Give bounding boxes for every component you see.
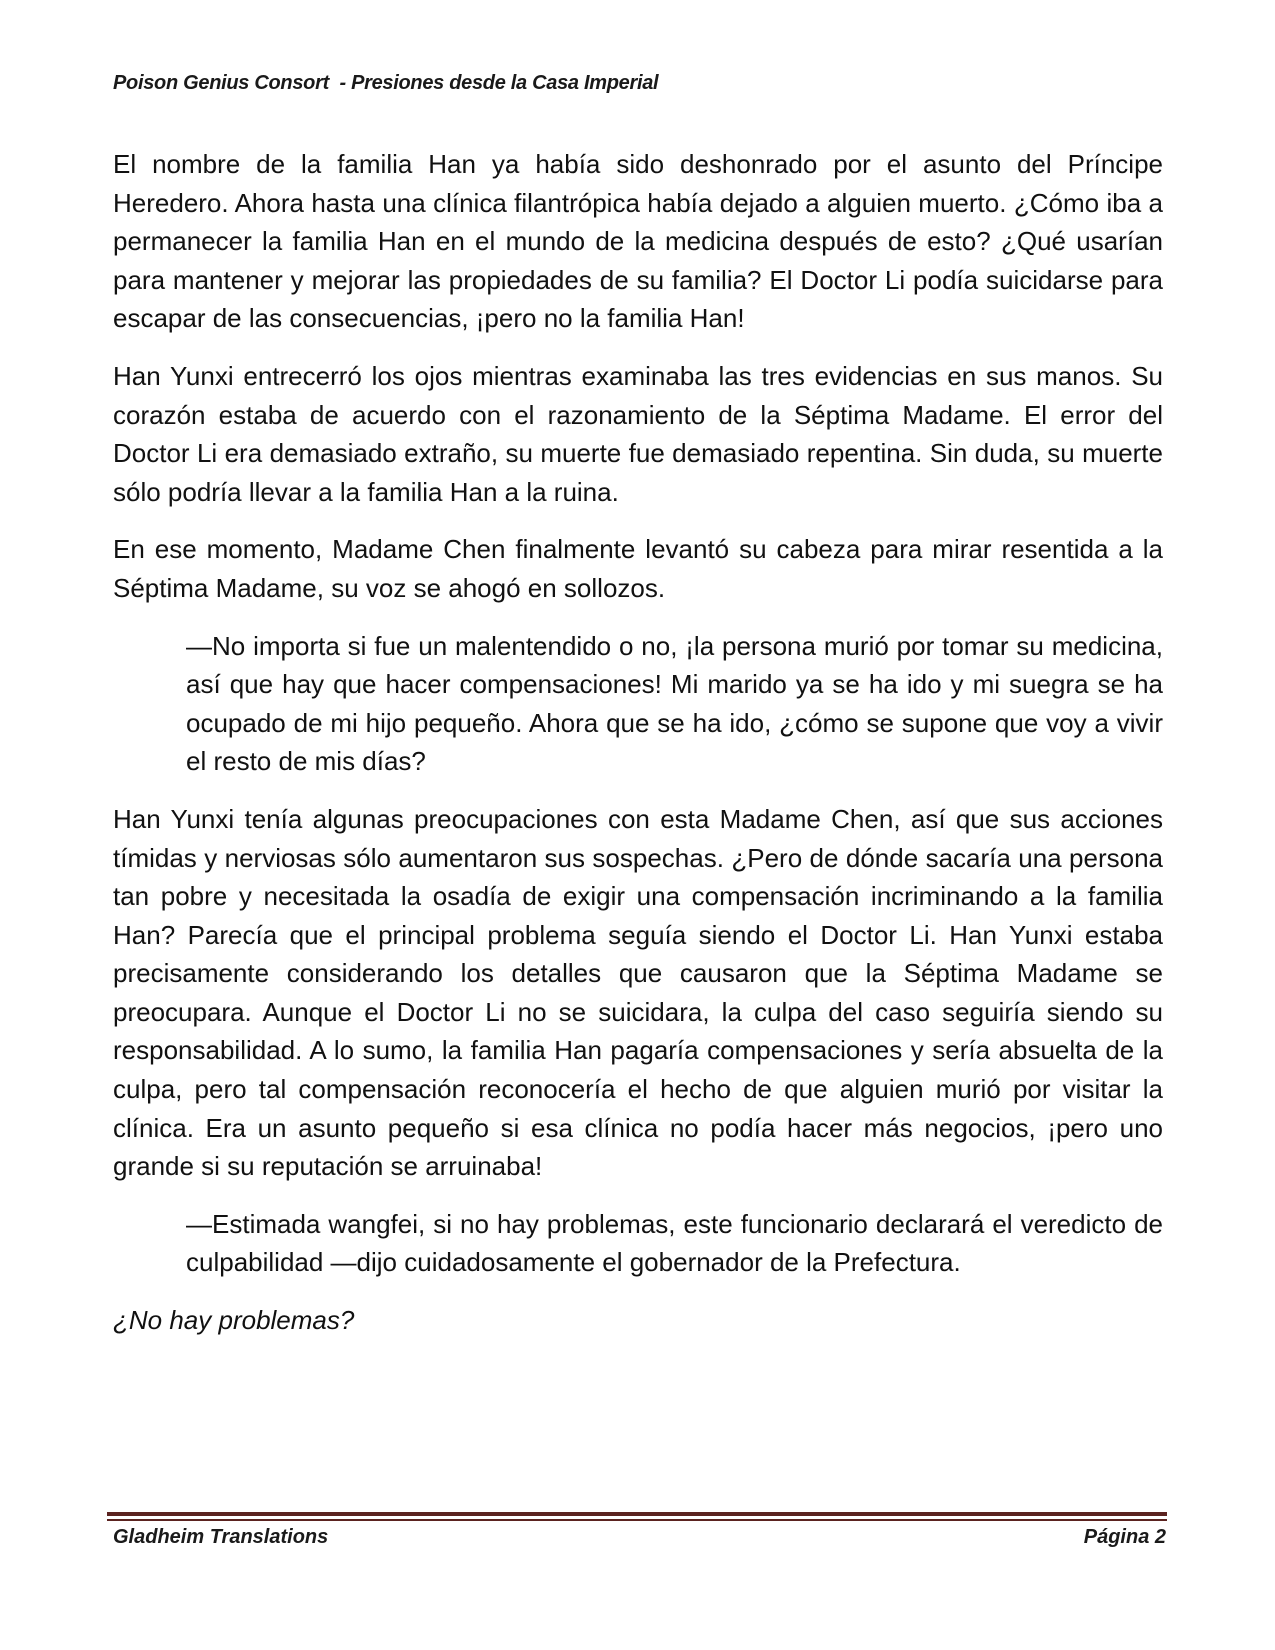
dialogue-paragraph: —No importa si fue un malentendido o no, ¡la persona murió por tomar su medicina, así que hay que hacer compensaciones! Mi marido ya se ha ido y mi suegra se ha ocupado de mi hijo pequeño. Ahora que se ha ido, ¿cómo se supone que voy a vivir el resto de mis días? <box>186 630 1163 777</box>
footer-divider-thin <box>107 1519 1167 1521</box>
italic-thought: ¿No hay problemas? <box>113 1305 355 1336</box>
dialogue-paragraph: —Estimada wangfei, si no hay problemas, este funcionario declarará el veredicto de culpabilidad —dijo cuidadosamente el gobernador de la Prefectura. <box>186 1208 1163 1278</box>
paragraph: En ese momento, Madame Chen finalmente levantó su cabeza para mirar resentida a la Séptima Madame, su voz se ahogó en sollozos. <box>113 534 1163 603</box>
paragraph: Han Yunxi entrecerró los ojos mientras examinaba las tres evidencias en sus manos. Su corazón estaba de acuerdo con el razonamiento de la Séptima Madame. El error del Doctor Li era demasiado extraño, su muerte fue demasiado repentina. Sin duda, su muerte sólo podría llevar a la familia Han a la ruina. <box>113 360 1163 507</box>
paragraph: Han Yunxi tenía algunas preocupaciones con esta Madame Chen, así que sus acciones tímidas y nerviosas sólo aumentaron sus sospechas. ¿Pero de dónde sacaría una persona tan pobre y necesitada la osadía de exigir una compensación incriminando a la familia Han? Parecía que el principal problema seguía siendo el Doctor Li. Han Yunxi estaba precisamente considerando los detalles que causaron que la Séptima Madame se preocupara. Aunque el Doctor Li no se suicidara, la culpa del caso seguiría siendo su responsabilidad. A lo sumo, la familia Han pagaría compensaciones y sería absuelta de la culpa, pero tal compensación reconocería el hecho de que alguien murió por visitar la clínica. Era un asunto pequeño si esa clínica no podía hacer más negocios, ¡pero uno grande si su reputación se arruinaba! <box>113 803 1163 1182</box>
paragraph: El nombre de la familia Han ya había sido deshonrado por el asunto del Príncipe Heredero. Ahora hasta una clínica filantrópica había dejado a alguien muerto. ¿Cómo iba a permanecer la familia Han en el mundo de la medicina después de esto? ¿Qué usarían para mantener y mejorar las propiedades de su familia? El Doctor Li podía suicidarse para escapar de las consecuencias, ¡pero no la familia Han! <box>113 149 1163 334</box>
footer-divider-thick <box>107 1512 1167 1516</box>
page-header-title: Poison Genius Consort - Presiones desde la Casa Imperial <box>113 72 659 94</box>
footer-page-number: Página 2 <box>1083 1526 1166 1548</box>
document-body <box>113 145 1163 1359</box>
footer-translator-name: Gladheim Translations <box>113 1526 329 1548</box>
